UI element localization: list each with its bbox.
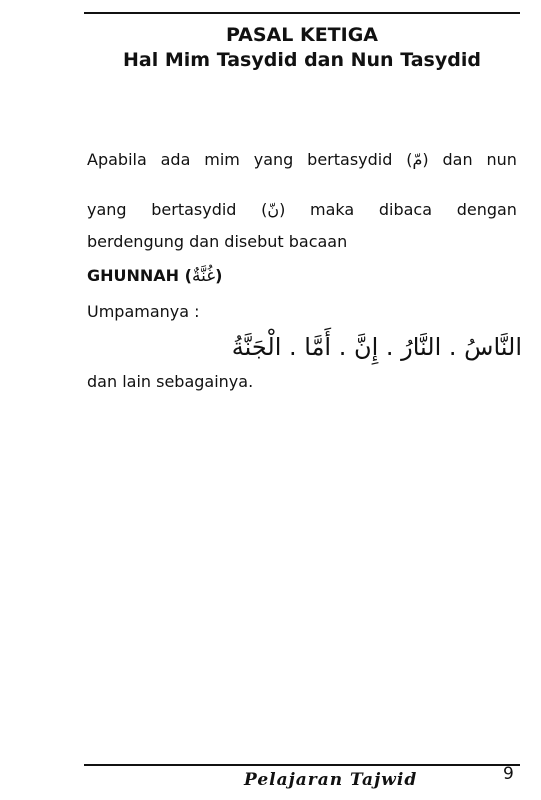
arabic-example-words: النَّاسُ . النَّارُ . إِنَّ . أَمَّا . الْجَنَّةُ bbox=[231, 333, 522, 361]
header-rule bbox=[84, 12, 520, 14]
ghunnah-term: GHUNNAH (غُنَّةٌ) bbox=[87, 266, 223, 286]
word: Apabila bbox=[87, 150, 147, 169]
arabic-nun-tasydid: نّ bbox=[267, 200, 280, 219]
word: ada bbox=[160, 150, 191, 169]
arabic-nun-group: (نّ) bbox=[261, 200, 286, 219]
paragraph-line-1 bbox=[87, 150, 517, 170]
chapter-title: PASAL KETIGA bbox=[225, 24, 379, 46]
chapter-subtitle: Hal Mim Tasydid dan Nun Tasydid bbox=[123, 49, 481, 71]
arabic-mim-tasydid: مّ bbox=[412, 150, 423, 169]
word: yang bbox=[253, 150, 294, 169]
word: bertasydid bbox=[151, 200, 237, 219]
word: nun bbox=[486, 150, 517, 169]
arabic-mim-group: (مّ) bbox=[406, 150, 429, 169]
paragraph-line-2 bbox=[87, 200, 517, 220]
word: dibaca bbox=[378, 200, 433, 219]
ghunnah-label: GHUNNAH bbox=[87, 266, 180, 285]
word: dan bbox=[442, 150, 473, 169]
word: yang bbox=[87, 200, 127, 219]
closing-line: dan lain sebagainya. bbox=[87, 372, 254, 391]
word: maka bbox=[310, 200, 355, 219]
paragraph-line-3: berdengung dan disebut bacaan bbox=[87, 232, 348, 251]
example-label: Umpamanya : bbox=[87, 302, 200, 321]
page-number: 9 bbox=[503, 764, 514, 784]
word: mim bbox=[204, 150, 240, 169]
ghunnah-arabic: غُنَّةٌ bbox=[191, 266, 216, 286]
book-title: Pelajaran Tajwid bbox=[244, 770, 418, 790]
word: dengan bbox=[456, 200, 517, 219]
word: bertasydid bbox=[307, 150, 393, 169]
footer-rule bbox=[84, 764, 520, 766]
